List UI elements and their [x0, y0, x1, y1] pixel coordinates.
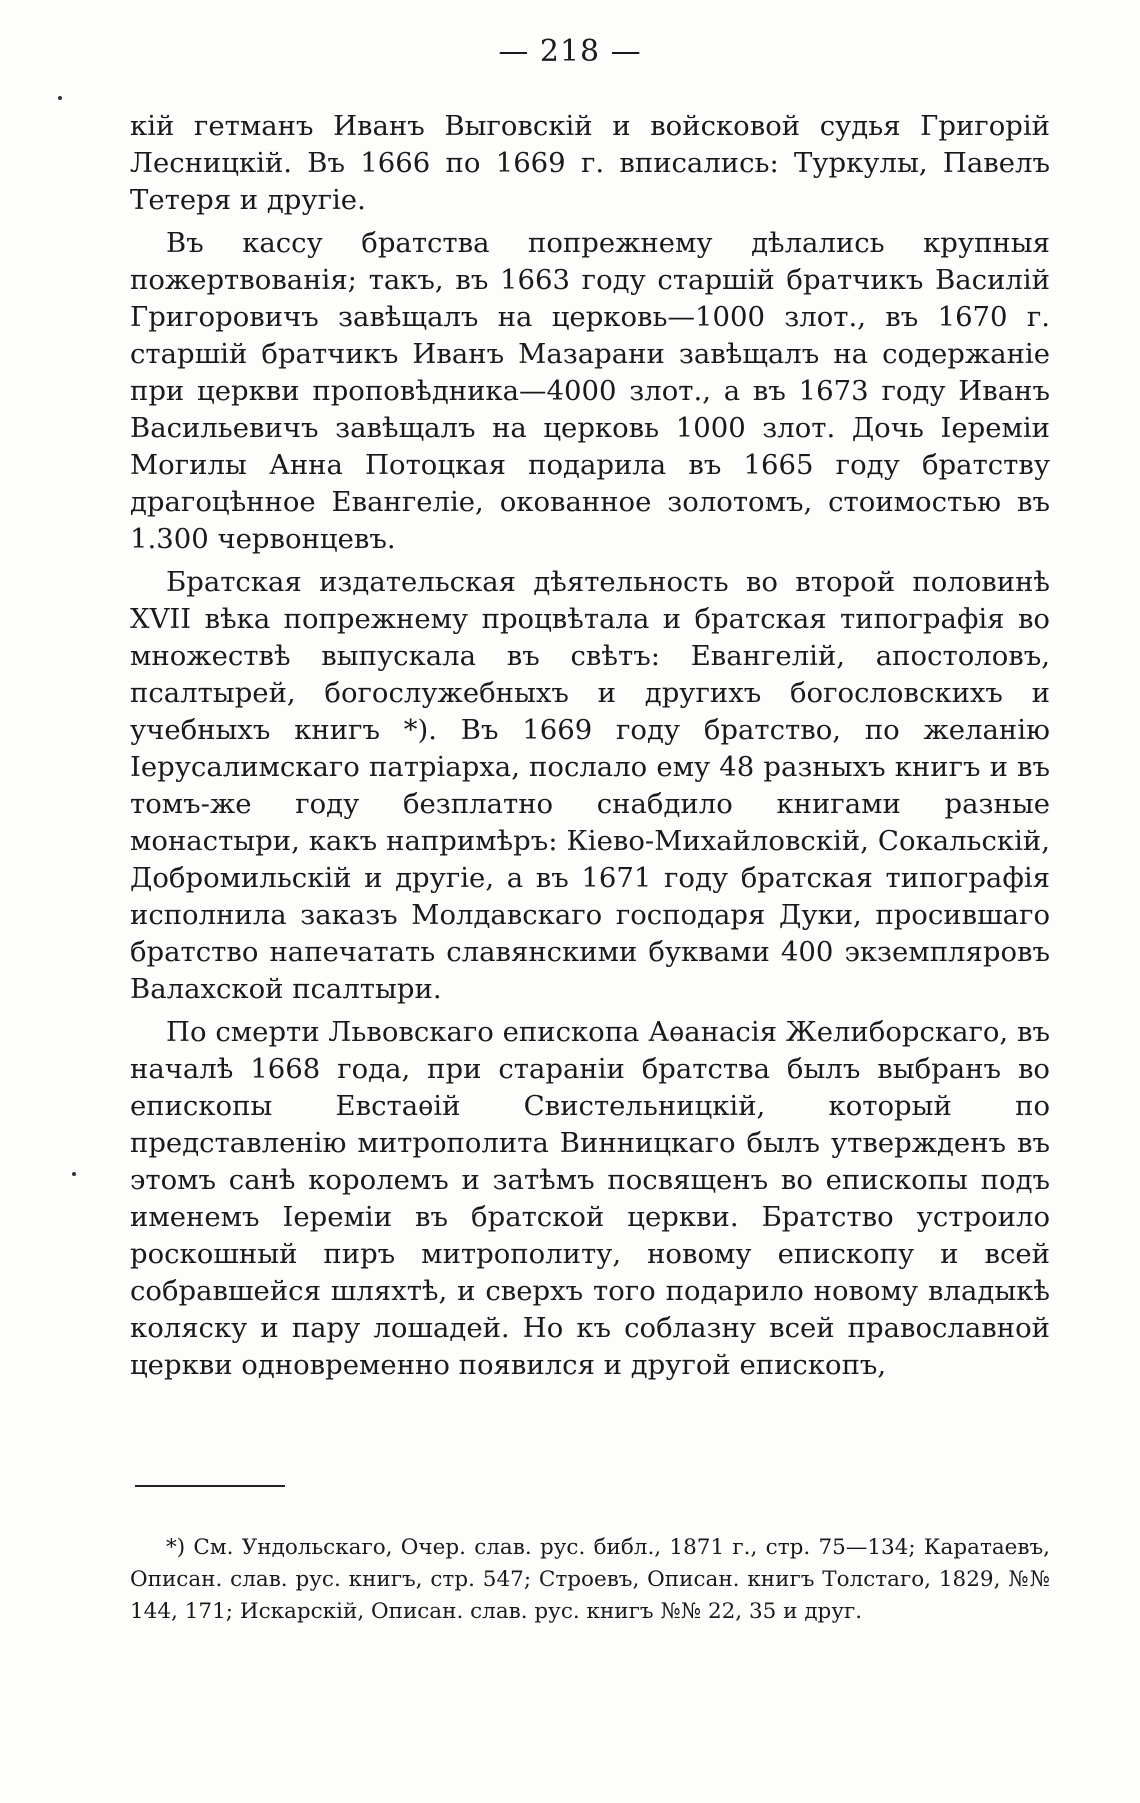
paragraph-continuation: кій гетманъ Иванъ Выговскій и войсковой судья Григорій Лесницкій. Въ 1666 по 1669 г. вписались: Туркулы, Павелъ Тетеря и другіе. — [130, 110, 1050, 216]
main-text — [130, 108, 1050, 1390]
paragraph-bishop: По смерти Львовскаго епископа Аѳанасія Желиборскаго, въ началѣ 1668 года, при стараніи братства былъ выбранъ во епископы Евстаѳій Свистельницкій, который по представленію митрополита Винницкаго былъ утвержденъ въ этомъ санѣ королемъ и затѣмъ посвященъ во епископы подъ именемъ Іереміи въ братской церкви. Братство устроило роскошный пиръ митрополиту, новому епископу и всей собравшейся шляхтѣ, и сверхъ того подарило новому владыкѣ коляску и пару лошадей. Но къ соблазну всей православной церкви одновременно появился и другой епископъ, — [130, 1016, 1050, 1381]
page-number: — 218 — — [498, 34, 642, 69]
print-speck — [58, 96, 62, 100]
footnote-separator — [135, 1485, 285, 1487]
footnote — [130, 1532, 1050, 1628]
print-speck — [72, 1172, 76, 1176]
paragraph-publishing: Братская издательская дѣятельность во второй половинѣ XVII вѣка попрежнему процвѣтала и братская типографія во множествѣ выпускала въ свѣтъ: Евангелій, апостоловъ, псалтырей, богослужебныхъ и другихъ богословскихъ и учебныхъ книгъ *). Въ 1669 году братство, по желанію Іерусалимскаго патріарха, послало ему 48 разныхъ книгъ и въ томъ-же году безплатно снабдило книгами разные монастыри, какъ напримѣръ: Кіево-Михайловскій, Сокальскій, Добромильскій и другіе, а въ 1671 году братская типографія исполнила заказъ Молдавскаго господаря Дуки, просившаго братство напечатать славянскими буквами 400 экземпляровъ Валахской псалтыри. — [130, 566, 1050, 1005]
paragraph-donations: Въ кассу братства попрежнему дѣлались крупныя пожертвованія; такъ, въ 1663 году старшій братчикъ Василій Григоровичъ завѣщалъ на церковь—1000 злот., въ 1670 г. старшій братчикъ Иванъ Мазарани завѣщалъ на содержаніе при церкви проповѣдника—4000 злот., а въ 1673 году Иванъ Васильевичъ завѣщалъ на церковь 1000 злот. Дочь Іереміи Могилы Анна Потоцкая подарила въ 1665 году братству драгоцѣнное Евангеліе, окованное золотомъ, стоимостью въ 1.300 червонцевъ. — [130, 227, 1050, 555]
footnote-text: *) См. Ундольскаго, Очер. слав. рус. библ., 1871 г., стр. 75—134; Каратаевъ, Описан. слав. рус. книгъ, стр. 547; Строевъ, Описан. книгъ Толстаго, 1829, №№ 144, 171; Искарскій, Описан. слав. рус. книгъ №№ 22, 35 и друг. — [130, 1535, 1050, 1624]
